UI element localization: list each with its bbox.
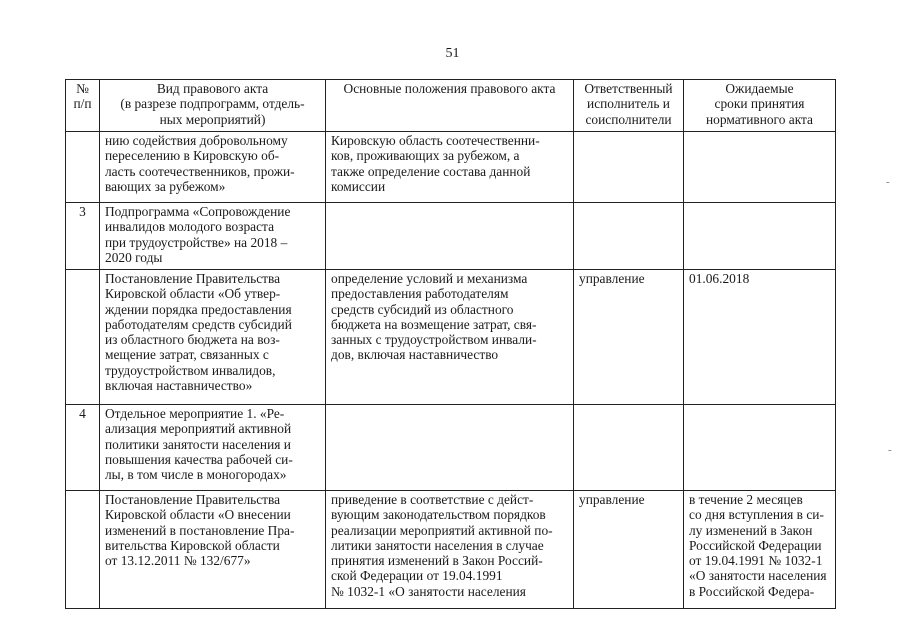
responsible-cell: управление — [574, 491, 684, 609]
row-num — [66, 270, 100, 405]
provisions-cell — [326, 405, 574, 491]
provisions-cell: определение условий и механизма предоставления работодателям средств субсидий из областного бюджета на возмещение затрат, свя- занных с трудоустройством инвали- дов, включая наставничество — [326, 270, 574, 405]
deadline-cell — [684, 132, 836, 203]
table-row — [66, 405, 836, 491]
responsible-cell — [574, 203, 684, 270]
act-type-cell: Постановление Правительства Кировской области «О внесении изменений в постановление Пра- вительства Кировской области от 13.12.2011 № 132/677» — [100, 491, 326, 609]
row-num: 3 — [66, 203, 100, 270]
responsible-cell: управление — [574, 270, 684, 405]
act-type-cell: нию содействия добровольному переселению в Кировскую об- ласть соотечественников, прожи- вающих за рубежом» — [100, 132, 326, 203]
page-number: 51 — [445, 46, 460, 61]
row-num — [66, 132, 100, 203]
header-act-type: Вид правового акта (в разрезе подпрограмм, отдель- ных мероприятий) — [100, 80, 326, 132]
table-row — [66, 270, 836, 405]
header-deadline: Ожидаемые сроки принятия нормативного акта — [684, 80, 836, 132]
table-header-row — [66, 80, 836, 132]
scan-mark: - — [888, 444, 892, 456]
deadline-cell — [684, 405, 836, 491]
act-type-cell: Отдельное мероприятие 1. «Ре- ализация мероприятий активной политики занятости населения и повышения качества рабочей си- лы, в том числе в моногородах» — [100, 405, 326, 491]
responsible-cell — [574, 132, 684, 203]
provisions-cell: Кировскую область соотечественни- ков, проживающих за рубежом, а также определение состава данной комиссии — [326, 132, 574, 203]
deadline-cell: в течение 2 месяцев со дня вступления в си- лу изменений в Закон Российской Федерации от 19.04.1991 № 1032-1 «О занятости населения в Российской Федера- — [684, 491, 836, 609]
legal-acts-table — [65, 79, 836, 609]
deadline-cell — [684, 203, 836, 270]
table-row — [66, 132, 836, 203]
deadline-cell: 01.06.2018 — [684, 270, 836, 405]
row-num — [66, 491, 100, 609]
header-responsible: Ответственный исполнитель и соисполнители — [574, 80, 684, 132]
header-provisions: Основные положения правового акта — [326, 80, 574, 132]
provisions-cell — [326, 203, 574, 270]
table-row — [66, 491, 836, 609]
act-type-cell: Постановление Правительства Кировской области «Об утвер- ждении порядка предоставления работодателям средств субсидий из областного бюджета на воз- мещение затрат, связанных с трудоустройством инвалидов, включая наставничество» — [100, 270, 326, 405]
act-type-cell: Подпрограмма «Сопровождение инвалидов молодого возраста при трудоустройстве» на 2018 – 2020 годы — [100, 203, 326, 270]
provisions-cell: приведение в соответствие с дейст- вующим законодательством порядков реализации мероприятий активной по- литики занятости населения в случае принятия изменений в Закон Россий- ской Федерации от 19.04.1991 № 1032-1 «О занятости населения — [326, 491, 574, 609]
responsible-cell — [574, 405, 684, 491]
header-num: № п/п — [66, 80, 100, 132]
scan-mark: - — [886, 176, 890, 188]
row-num: 4 — [66, 405, 100, 491]
table-row — [66, 203, 836, 270]
